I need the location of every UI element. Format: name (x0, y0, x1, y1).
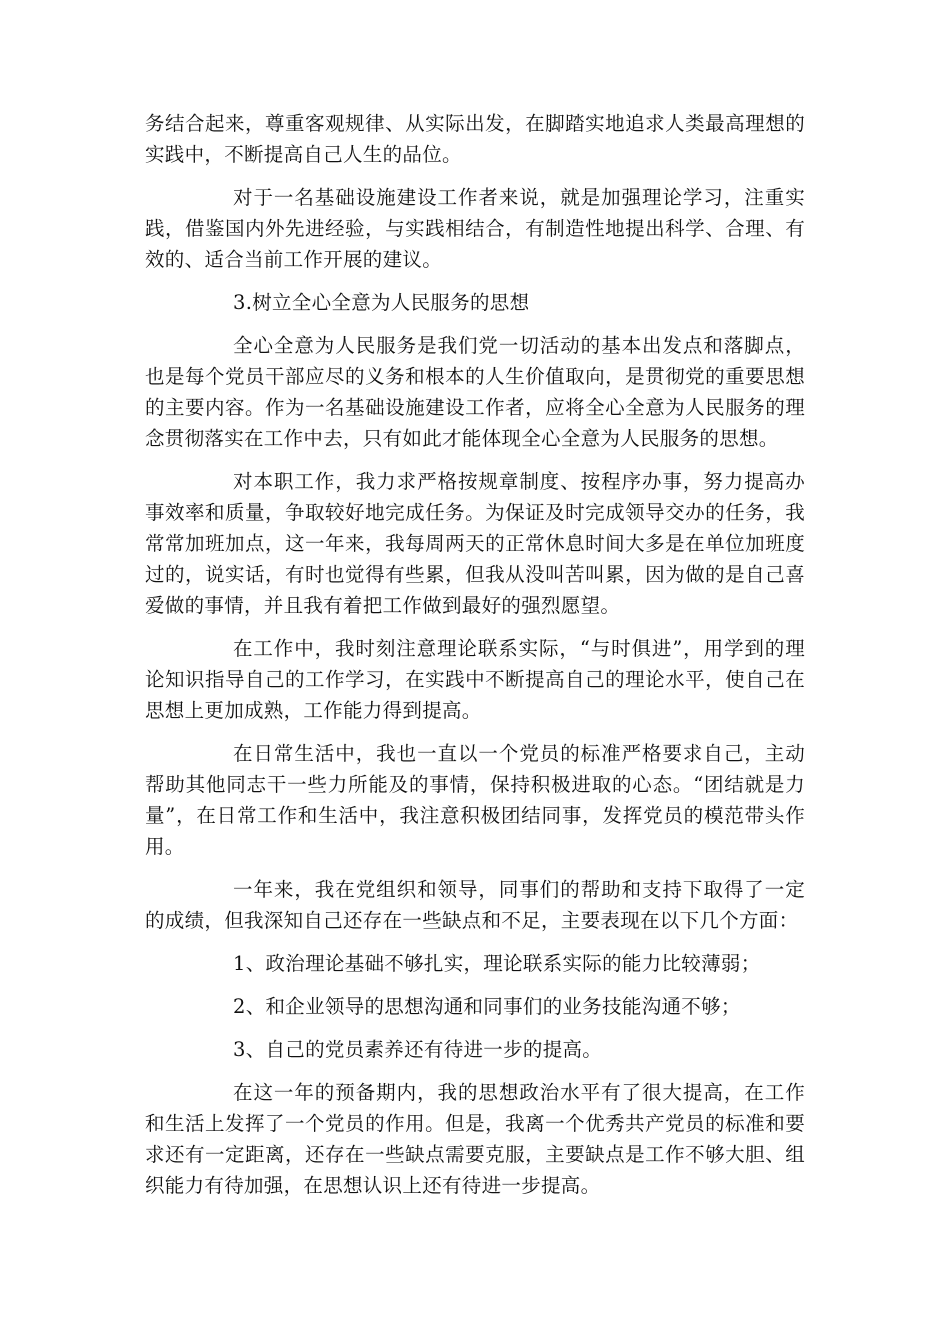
paragraph: 在工作中，我时刻注意理论联系实际，“与时俱进”，用学到的理论知识指导自己的工作学习，在实践中不断提高自己的理论水平，使自己在思想上更加成熟，工作能力得到提高。 (145, 637, 805, 722)
paragraph: 对本职工作，我力求严格按规章制度、按程序办事，努力提高办事效率和质量，争取较好地完成任务。为保证及时完成领导交办的任务，我常常加班加点，这一年来，我每周两天的正常休息时间大多是在单位加班度过的，说实话，有时也觉得有些累，但我从没叫苦叫累，因为做的是自己喜爱做的事情，并且我有着把工作做到最好的强烈愿望。 (145, 470, 805, 617)
list-item: 3、自己的党员素养还有待进一步的提高。 (233, 1038, 603, 1061)
paragraph: 对于一名基础设施建设工作者来说，就是加强理论学习，注重实践，借鉴国内外先进经验，与实践相结合，有制造性地提出科学、合理、有效的、适合当前工作开展的建议。 (145, 186, 805, 271)
list-item: 1、政治理论基础不够扎实，理论联系实际的能力比较薄弱； (233, 952, 761, 975)
paragraph: 务结合起来，尊重客观规律、从实际出发，在脚踏实地追求人类最高理想的实践中，不断提高自己人生的品位。 (145, 112, 805, 166)
paragraph: 一年来，我在党组织和领导，同事们的帮助和支持下取得了一定的成绩，但我深知自己还存在一些缺点和不足，主要表现在以下几个方面： (145, 878, 805, 932)
document-body (145, 108, 805, 1213)
paragraph: 在这一年的预备期内，我的思想政治水平有了很大提高，在工作和生活上发挥了一个党员的作用。但是，我离一个优秀共产党员的标准和要求还有一定距离，还存在一些缺点需要克服，主要缺点是工作不够大胆、组织能力有待加强，在思想认识上还有待进一步提高。 (145, 1081, 805, 1197)
section-heading: 3.树立全心全意为人民服务的思想 (233, 291, 530, 314)
list-item: 2、和企业领导的思想沟通和同事们的业务技能沟通不够； (233, 995, 741, 1018)
paragraph: 在日常生活中，我也一直以一个党员的标准严格要求自己，主动帮助其他同志干一些力所能及的事情，保持积极进取的心态。“团结就是力量”，在日常工作和生活中，我注意积极团结同事，发挥党员的模范带头作用。 (145, 742, 805, 858)
paragraph: 全心全意为人民服务是我们党一切活动的基本出发点和落脚点，也是每个党员干部应尽的义务和根本的人生价值取向，是贯彻党的重要思想的主要内容。作为一名基础设施建设工作者，应将全心全意为人民服务的理念贯彻落实在工作中去，只有如此才能体现全心全意为人民服务的思想。 (145, 334, 805, 450)
